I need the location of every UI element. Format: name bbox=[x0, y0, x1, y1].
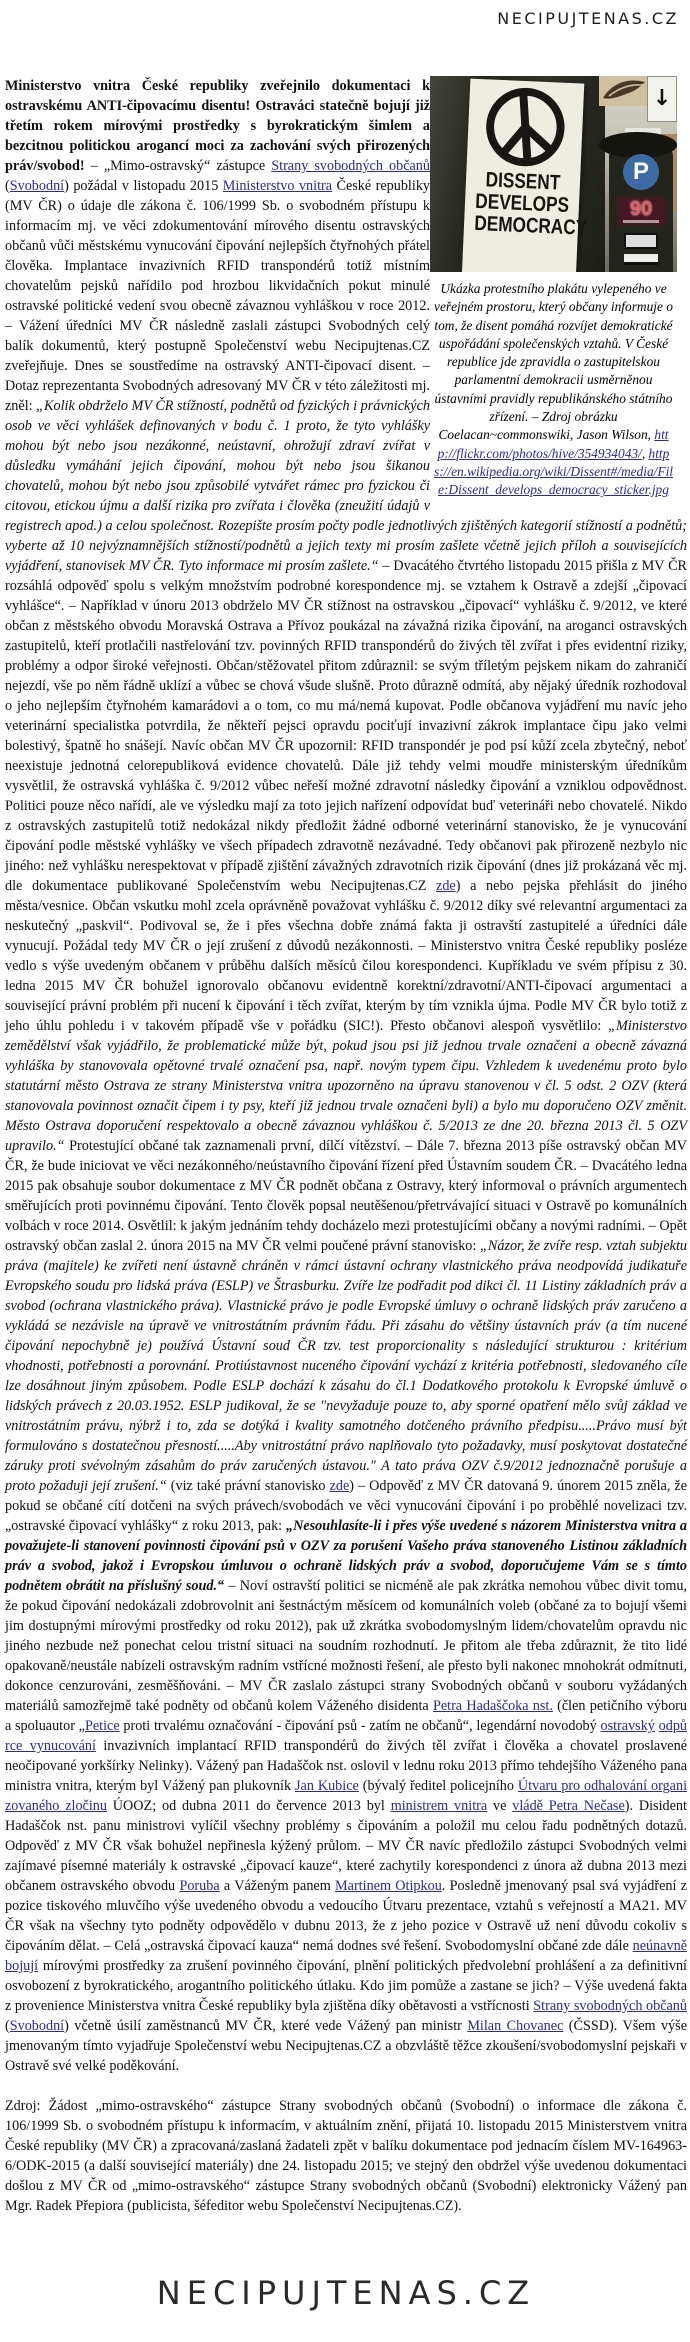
inline-link[interactable]: Petra Hadaščoka nst. bbox=[432, 1698, 553, 1714]
inline-link[interactable]: Útvaru pro odhalování organizovaného zločinu bbox=[5, 1778, 688, 1814]
down-arrow-sign bbox=[647, 76, 677, 122]
hand-icon bbox=[599, 76, 647, 106]
text-run: ( bbox=[5, 178, 10, 194]
article bbox=[5, 76, 687, 2216]
inline-link[interactable]: Poruba bbox=[179, 1878, 220, 1894]
text-run: ). Disident Hadaščok nst. panu ministrovi vylíčil všechny problémy s čipováním a položil mu celou řadu podnětných dotazů. Odpověď z MV ČR však bohužel nepřinesla kýžený průlom. – MV ČR navíc předložilo zástupci Svobodných velmi zajímavé písemné materiály k ostravské „čipovací kauze“, které zachytily korespondenci z února až dubna 2013 mezi občanem ostravského obvodu bbox=[5, 1798, 687, 1894]
text-run: ve bbox=[487, 1798, 513, 1814]
text-run: mírovými prostředky za zrušení povinného čipování, plnění politických předvolební prohlášení a za definitivní osvobození z byrokratického, arogantního politického útlaku. Kdo jim pomůže a zastane se jich? – Výše uvedená fakta z provenience Ministerstva vnitra České republiky byla zjištěna díky obětavosti a vstřícnosti bbox=[5, 1958, 687, 2014]
inline-link[interactable]: zde bbox=[436, 878, 456, 894]
inline-link[interactable]: Jan Kubice bbox=[295, 1778, 359, 1794]
inline-link[interactable]: Strany svobodných občanů bbox=[533, 1998, 687, 2014]
parking-meter bbox=[609, 146, 673, 272]
peace-symbol-icon bbox=[479, 80, 572, 173]
text-run: České republiky (MV ČR) o údaje dle zákona č. 106/1999 Sb. o svobodném přístupu k informacím mj. ve věci zdokumentování mírového disentu ostravských občanů vůči městskému vynucování čipování nejlepších čtyřnohých přátel člověka. Implantace invazivních RFID transpondérů totiž místním chovatelům pejsků nařídilo pod hrozbou likvidačních pokut minulé ostravské politické vedení svou obecně závaznou vyhláškou v roce 2012. – Vážení úředníci MV ČR následně zaslali zástupci Svobodných celý balík dokumentů, který postupně Společenství webu Necipujtenas.CZ zveřejňuje. Dnes se soustředíme na ostravský ANTI-čipovací disent. – Dotaz reprezentanta Svobodných adresovaný MV ČR v této záležitosti mj. zněl: bbox=[5, 178, 431, 414]
text-run: Ministerstvo vnitra České republiky zveřejnilo dokumentaci k ostravskému ANTI-čipovacímu disentu! Ostraváci statečně bojují již třetím rokem mírovými prostředky s byrokratickým šimlem a bezcitnou politickou arogancí moci za zachování svých přirozených práv/svobod! bbox=[5, 78, 430, 174]
inline-link[interactable]: Svobodní bbox=[9, 178, 65, 194]
meter-sticker bbox=[624, 233, 658, 249]
text-run: . Posledně jmenovaný psal svá vyjádření z pozice tiskového mluvčího výše uvedeného obvodu a vedoucího Útvaru prezentace, vztahů s veřejností a MA21. MV ČR však na všechny tyto podněty odpovědělo v dubnu 2013, že z jeho pozice v Ostravě už není důvodu cokoliv s čipováním dělat. – Celá „ostravská čipovací kauza“ nemá dodnes své řešení. Svobodomyslní občané zde dále bbox=[5, 1878, 688, 1954]
inline-link[interactable]: Martinem Otipkou bbox=[335, 1878, 442, 1894]
inline-link[interactable]: vládě Petra Nečase bbox=[512, 1798, 625, 1814]
protest-photo bbox=[430, 76, 677, 272]
text-run: „Kolik obdrželo MV ČR stížností, podnětů od fyzických i právnických osob ve věci vyhlášek definovaných v bodu č. 1 proto, že tyto vyhlášky mohou být nebo jsou nezákonné, neústavní, ohrožují zdraví zvířat v důsledku vymáhání jejich čipování, mohou být nebo jsou šikanou chovatelů, mohou být nebo jsou způsobilé vytvářet rámec pro fyzickou či citovou, etickou újmu a další rizika pro zvířata i člověka (zneužití údajů v registrech apod.) a celou společnost. Rozepište prosím počty podle jednotlivých zjištěných kategorií stížností a podnětů; vyberte až 10 nejvýznamnějších stížností/podnětů a jejich texty mi prosím zašlete včetně jejich příloh a souvisejících vyjádření, stanovisek MV ČR. Tyto informace mi prosím zašlete.“ bbox=[5, 398, 687, 574]
text-run: ( bbox=[5, 2018, 10, 2034]
inline-link[interactable]: Strany svobodných občanů bbox=[271, 158, 430, 174]
text-run: proti trvalému označování - čipování psů - zatím ne občanů“, legendární novodobý bbox=[119, 1718, 601, 1734]
text-run: „Nesouhlasíte-li i přes výše uvedené s názorem Ministerstva vnitra a považujete-li stanovení povinnosti čipování psů v OZV za porušení Vašeho práva stanoveného Listinou základních práv a svobod, jakož i Evropskou úmluvou o ochraně lidských práv a svobod, doporučujeme Vám se s tímto podnětem obrátit na příslušný soud.“ bbox=[5, 1518, 687, 1594]
inline-link[interactable]: ministrem vnitra bbox=[390, 1798, 488, 1814]
sticker-word-democracy: DEMOCRACY bbox=[473, 211, 588, 240]
inline-link[interactable]: ostravský bbox=[600, 1718, 655, 1734]
site-logo-header: NECIPUJTENAS.CZ bbox=[497, 9, 679, 28]
inline-link[interactable]: neúnavně bojují bbox=[5, 1938, 687, 1974]
text-run: (člen petičního výboru a spoluautor „ bbox=[5, 1698, 687, 1734]
inline-link[interactable]: zde bbox=[329, 1478, 350, 1494]
sticker-word-dissent: DISSENT bbox=[485, 168, 561, 195]
site-logo-footer: NECIPUJTENAS.CZ bbox=[156, 2274, 536, 2312]
text-run: (viz také právní stanovisko bbox=[166, 1478, 330, 1494]
text-run: invazivních implantací RFID transpondérů do živých těl zvířat i člověka a chovatel proslavené neočipované yorkšírky Nelinky). Vážený pan Hadaščok nst. oslovil v lednu roku 2013 přímo tehdejšího Váženého pana ministra vnitra, kterým byl Vážený pan plukovník bbox=[5, 1738, 687, 1794]
meter-minutes-label: 90 bbox=[617, 197, 665, 225]
parking-p-badge: P bbox=[623, 154, 659, 190]
text-run: ÚOOZ; od dubna 2011 do července 2013 byl bbox=[106, 1798, 391, 1814]
meter-sticker-2 bbox=[624, 254, 658, 265]
text-run: „Názor, že zvíře resp. vztah subjektu práva (majitele) ke zvířeti není ústavně chráněn v rámci ústavní ochrany vlastnického práva neodpovídá judikatuře Evropského soudu pro lidská práva (ESLP) ve Štrasburku. Zvíře lze podřadit pod dikci čl. 11 Listiny základních práv a svobod (ochrana vlastnického práva). Vlastnické právo je podle Evropské úmluvy o ochraně lidských práv zaručeno a vykládá se nezávisle na úpravě ve vnitrostátním právním řádu. Při zásahu do většiny ústavních práv (a tím nucené čipování nepochybně je) používá Ústavní soud ČR tzv. test proporcionality s následující strukturou : kritérium vhodnosti, potřebnosti a porovnání. Protiústavnost nuceného čipování vychází z kritéria potřebnosti, sledovaného cíle lze dosáhnout jiným způsobem. Podle ESLP dochází k zásahu do čl.1 Dodatkového protokolu k Evropské úmluvě o lidských právech z 20.03.1952. ESLP judikoval, že se "nevyžaduje pouze to, aby sporné opatření mělo svůj základ ve vnitrostátním právu, nýbrž i to, zda se dotýká i kvality samotného dotčeného právního předpisu.....Právo musí být formulováno s dostatečnou přesností.....Aby vnitrostátní právo naplňovalo tyto požadavky, musí poskytovat dostatečné záruky proti svévolným zásahům do práv zaručených ústavou." A tato práva OZV č.9/2012 jednoznačně porušuje a proto požaduji její zrušení.“ bbox=[5, 1238, 687, 1494]
hand-graphic-sign bbox=[599, 76, 647, 106]
text-run: Zdroj: Žádost „mimo-ostravského“ zástupce Strany svobodných občanů (Svobodní) o informace dle zákona č. 106/1999 Sb. o svobodném přístupu k informacím, v aktuálním znění, přijatá 10. listopadu 2015 Ministerstvem vnitra České republiky (MV ČR) a zpracovaná/zaslaná žadateli zpět v balíku dokumentace pod jednacím číslem MV-164963-6/ODK-2015 (a další související materiály) dne 24. listopadu 2015; ve stejný den obdržel výše uvedenou dokumentaci došlou z MV ČR od „mimo-ostravského“ zástupce Strany svobodných občanů (Svobodní) elektronicky Vážený pan Mgr. Radek Přepiora (publicista, šéfeditor webu Společenství Necipujtenas.CZ). bbox=[5, 2098, 687, 2214]
inline-link[interactable]: http://flickr.com/photos/hive/354934043/ bbox=[437, 427, 669, 461]
text-run: – Noví ostravští politici se nicméně ale pak zkrátka nemohou vůbec divit tomu, že pokud čipování nedokázali zdobrovolnit ani šestnáctým měsícem od komunálních voleb (občané za to bojují všemi jim dostupnými mírovými prostředky od roku 2012), pak už zkrátka svobodomyslným lidem/chovatelům opravdu nic jiného nezbude než ponechat celou tristní situaci na soudním rozhodnutí. Je přitom ale třeba zdůraznit, že tito lidé opakovaně/neustále nabízeli ostravským radním vstřícné možnosti řešení, ale přesto byli nakonec mnohokrát odmítnuti, dokonce cenzurováni, zesměšňováni. – MV ČR zaslalo zástupci strany Svobodných občanů v souboru vyžádaných materiálů samozřejmě také podněty od občanů kolem Váženého disidenta bbox=[5, 1578, 687, 1714]
text-run: Ukázka protestního plakátu vylepeného ve veřejném prostoru, který občany informuje o tom, že disent pomáhá rozvíjet demokratické uspořádání společenských vztahů. V České republice jde zpravidla o zastupitelskou parlamentní demokracii usměrněnou ústavními pravidly republikánského státního zřízení. – Zdroj obrázku Coelacan~commonswiki, Jason Wilson, bbox=[434, 281, 673, 443]
text-run: ) požádal v listopadu 2015 bbox=[64, 178, 223, 194]
protest-sticker bbox=[462, 79, 588, 272]
text-run: (bývalý ředitel policejního bbox=[358, 1778, 518, 1794]
photo-caption bbox=[430, 280, 677, 500]
sticker-word-develops: DEVELOPS bbox=[474, 189, 570, 218]
text-run: (ČSSD). Všem výše jmenovaným tímto vyjadřuje Společenství webu Necipujtenas.CZ a obzvláště těžce zkoušení/svobodomyslní pejskaři v Ostravě své velké poděkování. bbox=[5, 2018, 688, 2074]
text-run: a Váženým panem bbox=[219, 1878, 336, 1894]
text-run: Protestující občané tak zaznamenali první, dílčí vítězství. – Dále 7. března 2013 píše ostravský občan MV ČR, že bude iniciovat ve věci nezákonného/neústavního čipování řízení před Ústavním soudem ČR. – Dvacátého ledna 2015 pak obsahuje soubor dokumentace z MV ČR podnět občana z Ostravy, který informoval o právních argumentech směřujících proti povinnému čipování. Tento člověk popsal neutěšenou/přetrvávající situaci v Ostravě po komunálních volbách v roce 2014. Osvětlil: k jakým jednáním tehdy docházelo mezi protestujícími občany a novými radními. – Opět ostravský občan zaslal 2. února 2015 na MV ČR velmi poučené právní stanovisko: bbox=[5, 1138, 687, 1254]
inline-link[interactable]: Petice bbox=[84, 1718, 120, 1734]
text-run: – Dvacátého čtvrtého listopadu 2015 přišla z MV ČR rozsáhlá odpověď spolu s velkým množstvím podrobné korespondence mj. se vztahem k Ostravě a zdejší „čipovací vyhlášce“. – Například v únoru 2013 obdrželo MV ČR stížnost na ostravskou „čipovací“ vyhlášku č. 9/2012, ve které občan z městského obvodu Moravská Ostrava a Přívoz poukázal na závažná rizika čipování, na aroganci ostravských zastupitelů, kteří protlačili nastřelování tzv. povinných RFID transpondérů do živých těl zvířat i přes evidentní riziky, problémy a odpor široké veřejnosti. Občan/stěžovatel přitom zdůraznil: se svým tříletým pejskem nikam do zahraničí nejezdí, vše po něm řádně uklízí a vůbec se chová všude slušně. Proto důrazně odmítá, aby nějaký úředník rozhodoval o jeho nejlepším čtyřnohém kamarádovi a o tom, co mu má/nemá kupovat. Podle občanova vyjádření mu navíc jeho veterinární specialistka potvrdila, že někteří pejsci opravdu pociťují invazivní zákrok implantace čipu jako velmi bolestivý, špatně ho snášejí. Navíc občan MV ČR upozornil: RFID transpondér je pod psí kůží zcela zbytečný, neboť neexistuje jednotná celorepubliková evidence chovatelů. Dále již tehdy velmi moudře ministerským úředníkům vysvětlil, že ostravská vyhláška č. 9/2012 vůbec neřeší možné zdravotní následky čipování a vzniklou odpovědnost. Politici pouze něco nařídí, ale ve výsledku mají za toto jejich nařízení odpovídat buď veterináři nebo chovatelé. Nikdo z ostravských zastupitelů totiž nedokázal nikdy předložit žádné odborné veterinární stanovisko, že je vynucování čipování podle městské vyhlášky ve všech případech zdravotně nezávadné. Tedy občanovi pak přirozeně nezbylo nic jiného: než vyhlášku nerespektovat v případě zjištění závažných zdravotních rizik čipování (dnes již prokázaná věc mj. dle dokumentace publikované Společenstvím webu Necipujtenas.CZ bbox=[5, 558, 687, 894]
text-run: „Ministerstvo zemědělství však vyjádřilo, že problematické může být, pokud jsou psi již jednou trvale označeni a obecně závazná vyhláška by stanovovala opětovné trvalé označení psa, např. novým typem čipu. Vzhledem k uvedenému proto bylo statutární město Ostrava ze strany Ministerstva vnitra upozorněno na úpravu stanovenou v čl. 5 odst. 2 OZV (která stanovovala povinnost označit čipem i ty psy, kteří již jednou trvale označeni byli) a bylo mu doporučeno OZV změnit. Město Ostrava doporučení respektovalo a obecně závaznou vyhláškou č. 5/2013 ze dne 20. března 2013 čl. 5 OZV upravilo.“ bbox=[5, 1018, 687, 1154]
text-run: ) a nebo pejska přehlásit do jiného města/vesnice. Občan vskutku mohl zcela oprávněně považovat vyhlášku č. 9/2012 díky své relevantní argumentaci za neskutečný „paskvil“. Podivoval se, že i přes všechna dobře známá fakta ji ostravští zastupitelé a úředníci dále vynucují. Požádal tedy MV ČR o její zrušení z důvodů nezákonnosti. – Ministerstvo vnitra České republiky posléze vedlo s výše uvedeným občanem v průběhu dalších měsíců čilou korespondenci. Kupříkladu ve svém přípisu z 30. ledna 2015 MV ČR bohužel ignorovalo občanovu evidentně korektní/zdravotní/ANTI-čipovací argumentaci a související právní problém při nucení k čipování i těch zvířat, kterým by tím vznikla újma. Podle MV ČR bylo totiž z jeho úhlu pohledu i v takovém případě vše v pořádku (SIC!). Přesto občanovi alespoň vysvětlilo: bbox=[5, 878, 687, 1034]
inline-link[interactable]: Ministerstvo vnitra bbox=[222, 178, 333, 194]
text-run: , bbox=[641, 445, 649, 461]
down-arrow-icon: ↓ bbox=[652, 86, 672, 111]
text-run: – „Mimo-ostravský“ zástupce bbox=[84, 158, 272, 174]
inline-link[interactable]: Svobodní bbox=[9, 2018, 65, 2034]
inline-link[interactable]: https://en.wikipedia.org/wiki/Dissent#/media/File:Dissent_develops_democracy_sticker.jpg bbox=[433, 445, 674, 498]
protest-photo-figure bbox=[430, 76, 677, 500]
source-paragraph bbox=[5, 2096, 687, 2216]
inline-link[interactable]: odpůrce vynucování bbox=[5, 1718, 688, 1754]
text-run: ) včetně úsilí zaměstnanců MV ČR, které vede Vážený pan ministr bbox=[64, 2018, 468, 2034]
text-run: ) – Odpověď z MV ČR datovaná 9. únorem 2015 zněla, že pokud se občané cítí dotčeni na svých právech/svobodách ve věci vynucování čipování i po proběhlé novelizaci tzv. „ostravské čipovací vyhlášky“ z roku 2013, pak: bbox=[5, 1478, 687, 1534]
inline-link[interactable]: Milan Chovanec bbox=[467, 2018, 564, 2034]
